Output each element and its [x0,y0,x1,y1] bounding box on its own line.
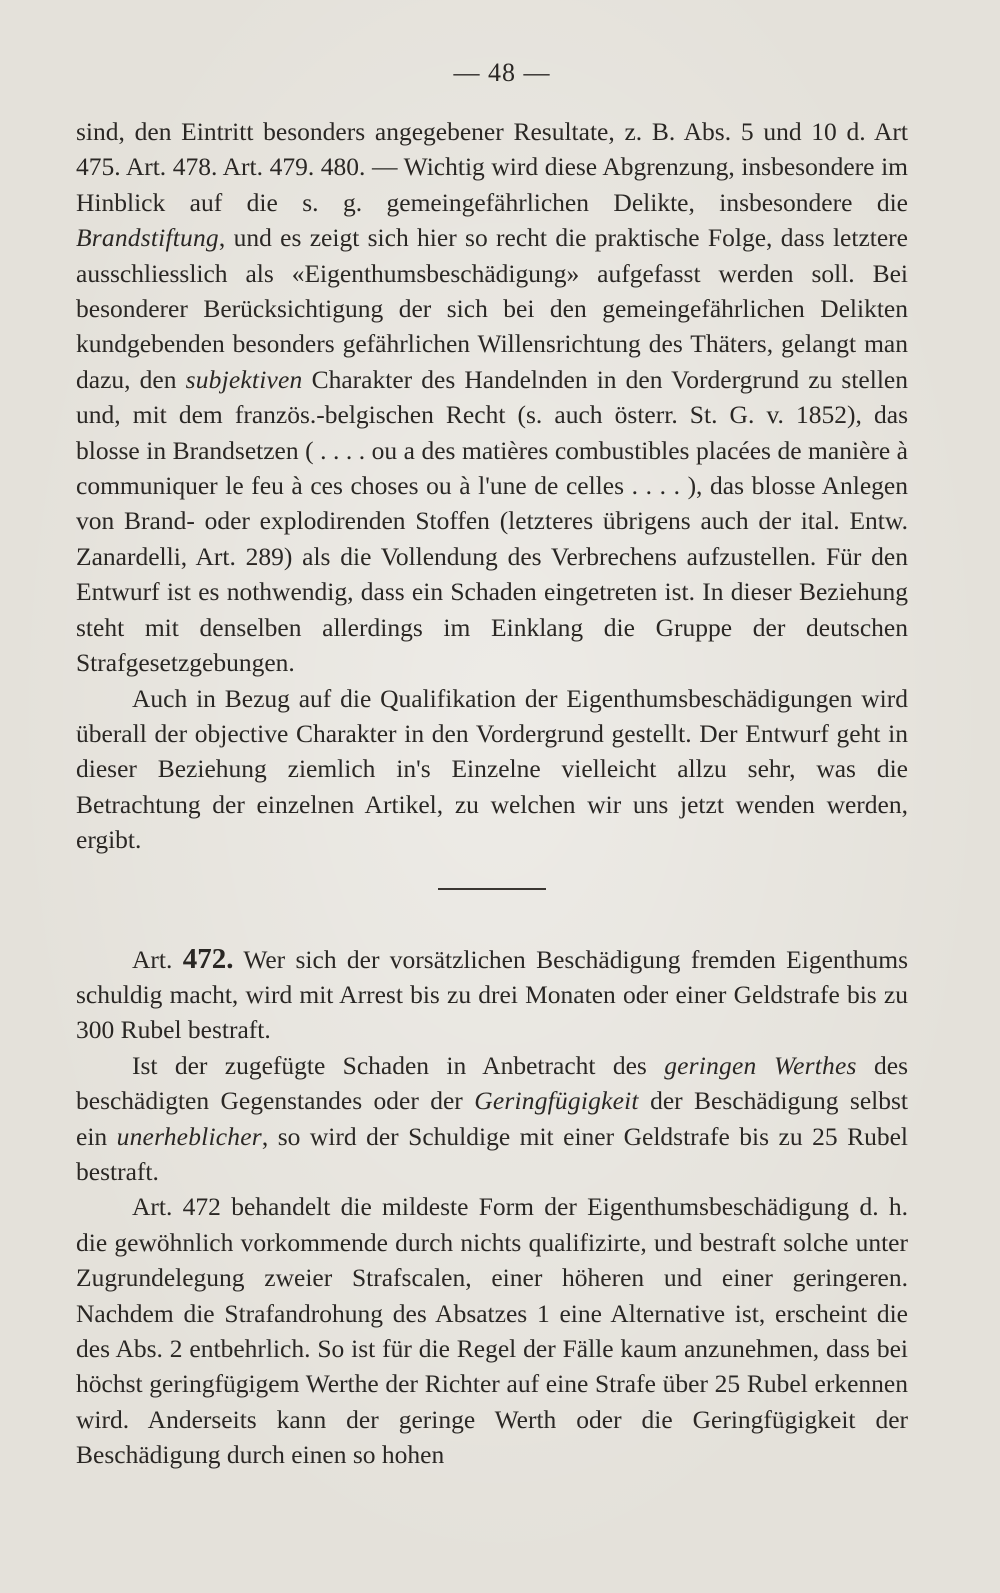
paragraph-commentary-art-472 [76,1189,908,1472]
article-number: 472. [182,942,234,975]
article-472-text [76,942,908,1048]
paragraph-text: Wer sich der vorsätzlichen Beschädigung fremden Eigenthums schuldig macht, wird mit Arrest bis zu drei Monaten oder einer Geldstrafe bis zu 300 Rubel bestraft. [76,944,908,1045]
paragraph-text: Auch in Bezug auf die Qualifikation der Eigenthumsbeschädigungen wird überall der objective Charakter in den Vordergrund gestellt. Der Entwurf geht in dieser Beziehung ziemlich in's Einzelne vielleicht allzu sehr, was die Betrachtung der einzelnen Artikel, zu welchen wir uns jetzt wenden werden, ergibt. [76,683,908,855]
article-472-paragraph-2 [76,1048,908,1190]
paragraph-text: sind, den Eintritt besonders angegebener Resultate, z. B. Abs. 5 und 10 d. Art 475. Art. 478. Art. 479. 480. — Wichtig wird diese Abgrenzung, insbesondere im Hinblick auf die s. g. gemeingefährlichen Delikte, insbesondere die [76,117,908,217]
emphasis-brandstiftung: Brandstiftung [76,223,219,253]
paragraph-text: Charakter des Handelnden in den Vordergrund zu stellen und, mit dem französ.-belgischen Recht (s. auch österr. St. G. v. 1852), das blosse in Brandsetzen ( . . . . ou a des matières combustibles placées de manière à communiquer le feu à ces choses ou à l'une de celles . . . . ), das blosse Anlegen von Brand- oder explodirenden Stoffen (letzteres übrigens auch der ital. Entw. Zanardelli, Art. 289) als die Vollendung des Verbrechens aufzustellen. Für den Entwurf ist es nothwendig, dass ein Schaden eingetreten ist. In dieser Beziehung steht mit denselben allerdings im Einklang die Gruppe der deutschen Strafgesetzgebungen. [76,364,908,678]
section-divider [438,888,546,890]
paragraph-text: Art. 472 behandelt die mildeste Form der Eigenthumsbeschädigung d. h. die gewöhnlich vorkommende durch nichts qualifizirte, und bestraft solche unter Zugrundelegung zweier Strafscalen, einer höheren und einer geringeren. Nachdem die Strafandrohung des Absatzes 1 eine Alternative ist, erscheint die des Abs. 2 entbehrlich. So ist für die Regel der Fälle kaum anzunehmen, dass bei höchst geringfügigem Werthe der Richter auf eine Strafe über 25 Rubel erkennen wird. Anderseits kann der geringe Werth oder die Geringfügigkeit der Beschädigung durch einen so hohen [76,1192,908,1470]
paragraph-text: , so wird der Schuldige mit einer Geldstrafe bis zu 25 Rubel bestraft. [76,1121,908,1186]
page-number: — 48 — [453,58,551,87]
emphasis-geringen-werthes: geringen Werthes [664,1050,857,1080]
paragraph-text: Ist der zugefügte Schaden in Anbetracht des [132,1050,665,1080]
paragraph-arson-discussion [76,114,908,681]
emphasis-subjektiven: subjektiven [185,364,303,394]
paragraph-text: des beschädigten Gegenstandes oder der [76,1050,908,1116]
emphasis-unerheblicher: unerheblicher [116,1121,262,1151]
paragraph-qualification [76,681,908,858]
article-label: Art. [132,944,183,974]
paragraph-text: , und es zeigt sich hier so recht die praktische Folge, dass letztere ausschliesslich als «Eigenthumsbeschädigung» aufgefasst werden soll. Bei besonderer Berücksichtigung der sich bei den gemeingefährlichen Delikten kundgebenden besonders gefährlichen Willensrichtung des Thäters, gelangt man dazu, den [76,223,908,394]
emphasis-geringfuegigkeit: Geringfügigkeit [474,1086,639,1116]
paragraph-text: der Beschädigung selbst ein [76,1086,908,1151]
